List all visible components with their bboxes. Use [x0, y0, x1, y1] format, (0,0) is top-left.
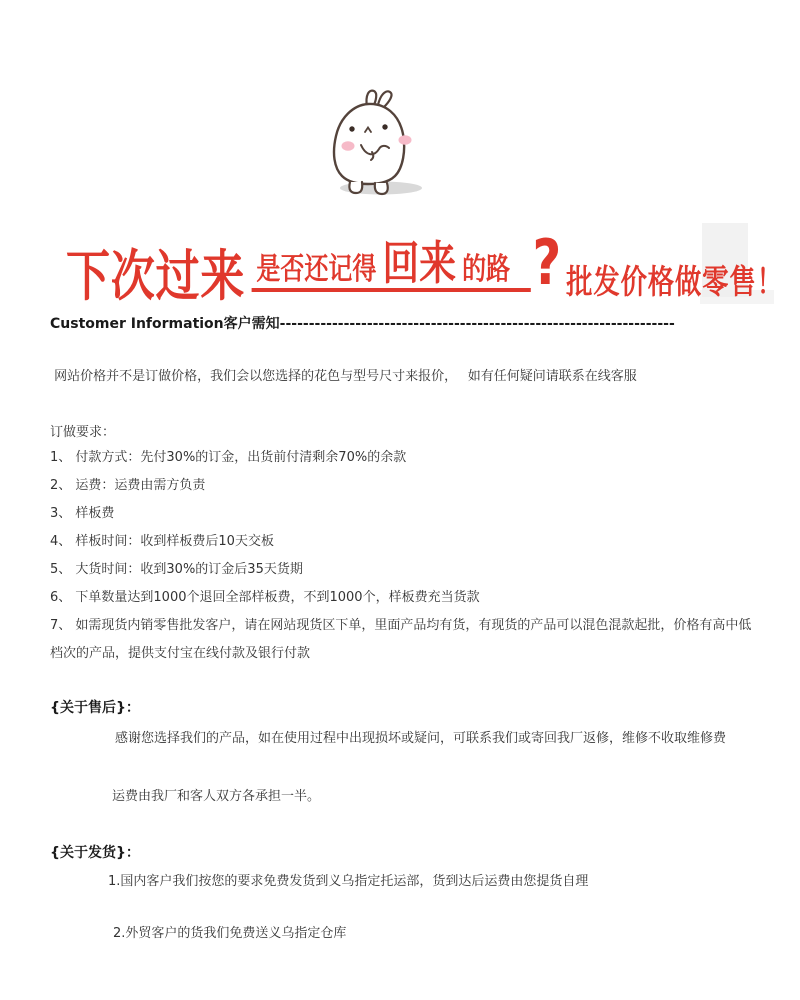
heading-dashes: -------------------------------------------------------------------- [279, 316, 675, 332]
slogan-question-mark: ? [532, 226, 562, 299]
slogan-part-2: 是否还记得 [256, 252, 377, 287]
customer-information-heading [50, 314, 675, 334]
requirement-item-4: 4、 样板时间：收到样板费后10天交板 [50, 534, 274, 549]
requirement-item-1: 1、 付款方式：先付30%的订金，出货前付清剩余70%的余款 [50, 450, 407, 465]
after-sales-line-1: 感谢您选择我们的产品，如在使用过程中出现损坏或疑问，可联系我们或寄回我厂返修，维修不收取维修费 [115, 731, 727, 746]
requirement-item-2: 2、 运费：运费由需方负责 [50, 478, 206, 493]
bunny-icon [322, 88, 434, 200]
requirement-item-7: 7、 如需现货内销零售批发客户，请在网站现货区下单，里面产品均有货，有现货的产品可以混色混款起批，价格有高中低档次的产品，提供支付宝在线付款及银行付款 [50, 618, 752, 661]
requirements-list [50, 444, 756, 668]
shipping-line-2: 2.外贸客户的货我们免费送义乌指定仓库 [113, 926, 347, 941]
slogan-underlined-group [252, 236, 531, 292]
shipping-title: {关于发货}： [50, 845, 140, 861]
requirement-item-5: 5、 大货时间：收到30%的订金后35天货期 [50, 562, 303, 577]
slogan-part-5: 批发价格做零售！ [566, 262, 784, 301]
requirement-item-6: 6、 下单数量达到1000个退回全部样板费，不到1000个，样板费充当货款 [50, 590, 480, 605]
bunny-mascot-image [322, 88, 434, 200]
after-sales-line-2: 运费由我厂和客人双方各承担一半。 [112, 789, 321, 804]
after-sales-title: {关于售后}： [50, 700, 140, 716]
slogan-part-1: 下次过来 [66, 244, 246, 308]
slogan-banner [66, 226, 784, 308]
shipping-line-1: 1.国内客户我们按您的要求免费发货到义乌指定托运部，货到达后运费由您提货自理 [108, 874, 589, 889]
requirement-item-3: 3、 样板费 [50, 506, 115, 521]
pricing-notice-text: 网站价格并不是订做价格，我们会以您选择的花色与型号尺寸来报价， 如有任何疑问请联系在线客服 [50, 369, 637, 384]
slogan-part-4: 的路 [462, 252, 511, 287]
requirements-title: 订做要求： [50, 425, 116, 440]
slogan-part-3: 回来 [382, 236, 457, 290]
heading-title: Customer Information客户需知 [50, 316, 280, 332]
